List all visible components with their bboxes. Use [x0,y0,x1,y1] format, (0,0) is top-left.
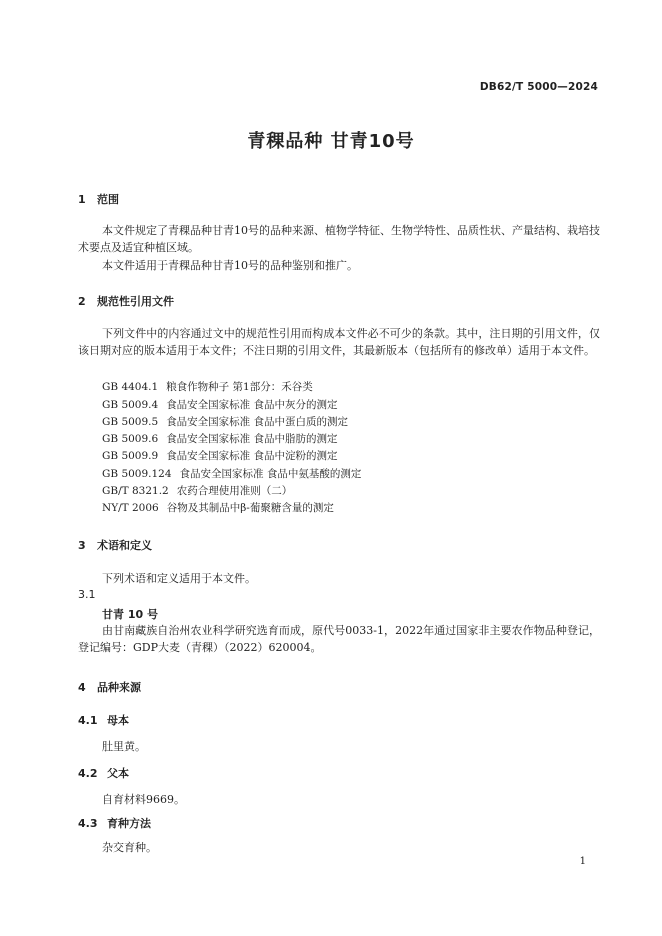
reference-item [102,379,313,394]
subsection-4-2-heading [78,765,129,781]
reference-code: GB 5009.9 [102,450,159,462]
subsection-title: 育种方法 [107,817,151,830]
section-1-heading [78,191,119,207]
reference-item [102,414,348,429]
section-number: 2 [78,295,86,308]
scope-paragraph: 本文件规定了青稞品种甘青10号的品种来源、植物学特征、生物学特性、品质性状、产量结构、栽培技术要点及适宜种植区域。 [78,224,600,254]
breeding-method-text: 杂交育种。 [102,841,157,854]
reference-title: 食品安全国家标准 食品中氨基酸的测定 [179,468,362,480]
reference-item [102,483,292,498]
terms-paragraph: 下列术语和定义适用于本文件。 [102,572,256,585]
subsection-number: 4.1 [78,714,98,727]
reference-title: 食品安全国家标准 食品中灰分的测定 [166,399,338,411]
subsection-title: 母本 [107,714,129,727]
section-number: 4 [78,681,86,694]
section-title: 规范性引用文件 [97,295,174,308]
paternal-parent-text: 自育材料9669。 [102,793,185,806]
term-number: 3.1 [78,588,96,601]
document-title: 青稞品种 甘青10号 [247,131,415,152]
term-definition: 由甘南藏族自治州农业科学研究选育而成，原代号0033-1，2022年通过国家非主要农作物品种登记，登记编号：GDP大麦（青稞）（2022）620004。 [78,624,600,654]
reference-title: 食品安全国家标准 食品中蛋白质的测定 [166,416,349,428]
reference-code: GB/T 8321.2 [102,485,169,497]
reference-code: NY/T 2006 [102,502,159,514]
reference-code: GB 4404.1 [102,381,159,393]
standard-code: DB62/T 5000—2024 [479,81,598,93]
subsection-number: 4.3 [78,817,98,830]
subsection-number: 4.2 [78,767,98,780]
subsection-4-3-heading [78,815,151,831]
reference-code: GB 5009.124 [102,468,172,480]
reference-code: GB 5009.4 [102,399,159,411]
section-number: 3 [78,539,86,552]
subsection-title: 父本 [107,767,129,780]
section-3-heading [78,537,152,553]
reference-title: 谷物及其制品中β-葡聚糖含量的测定 [166,502,334,514]
reference-title: 农药合理使用准则（二） [176,485,293,497]
page-number: 1 [579,856,586,867]
term-name: 甘青 10 号 [102,608,158,621]
section-title: 术语和定义 [97,539,152,552]
reference-title: 食品安全国家标准 食品中淀粉的测定 [166,450,338,462]
reference-title: 食品安全国家标准 食品中脂肪的测定 [166,433,338,445]
scope-applicability: 本文件适用于青稞品种甘青10号的品种鉴别和推广。 [102,259,358,272]
section-4-heading [78,679,141,695]
reference-item [102,397,338,412]
section-2-heading [78,293,174,309]
maternal-parent-text: 肚里黄。 [102,740,146,753]
subsection-4-1-heading [78,712,129,728]
reference-code: GB 5009.6 [102,433,159,445]
reference-title: 粮食作物种子 第1部分：禾谷类 [166,381,313,393]
normative-references-paragraph: 下列文件中的内容通过文中的规范性引用而构成本文件必不可少的条款。其中，注日期的引用文件，仅该日期对应的版本适用于本文件；不注日期的引用文件，其最新版本（包括所有的修改单）适用于本文件。 [78,327,600,357]
reference-item [102,500,334,515]
reference-item [102,466,361,481]
section-number: 1 [78,193,86,206]
reference-item [102,431,338,446]
reference-item [102,448,338,463]
section-title: 品种来源 [97,681,141,694]
reference-code: GB 5009.5 [102,416,159,428]
section-title: 范围 [97,193,119,206]
